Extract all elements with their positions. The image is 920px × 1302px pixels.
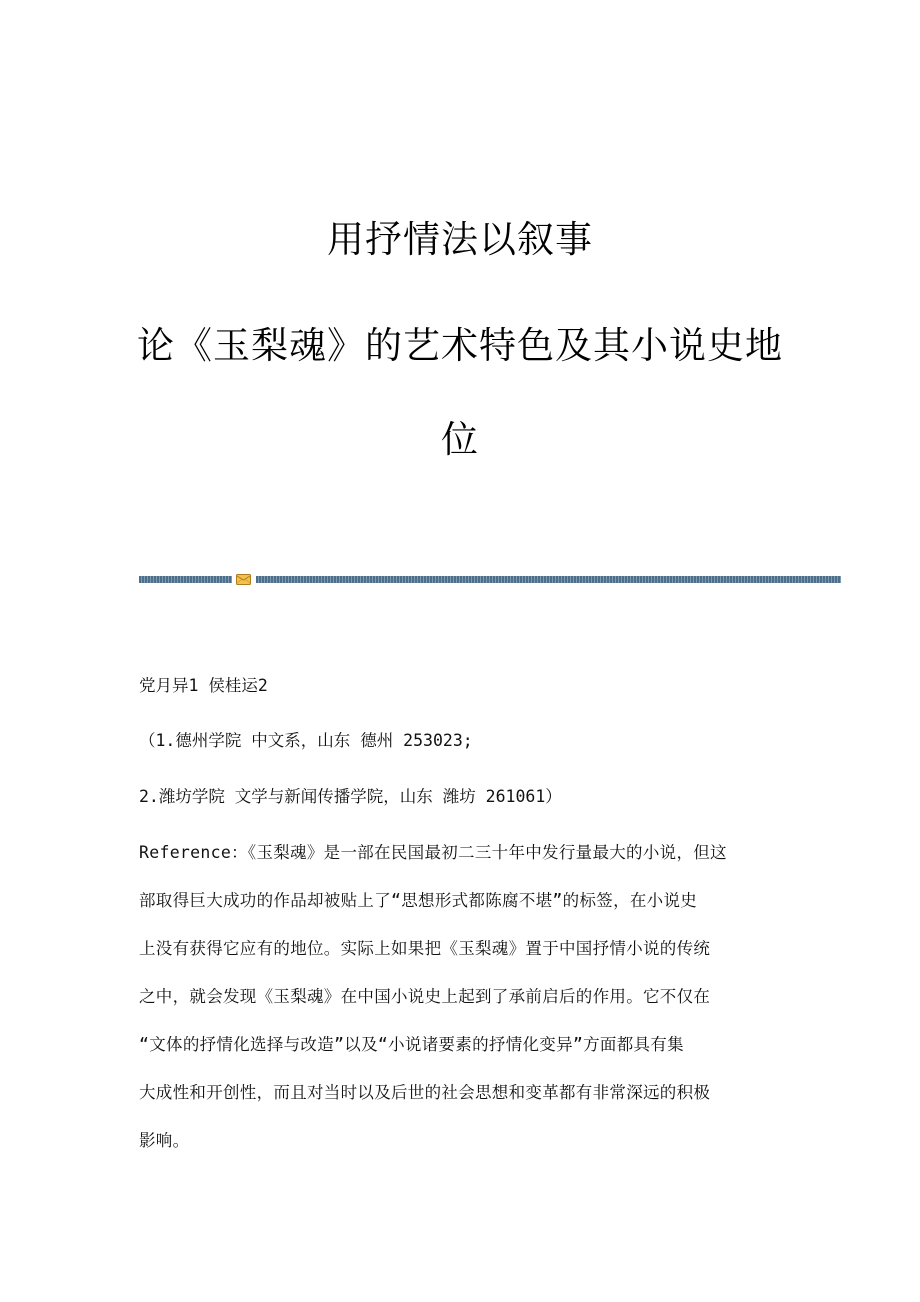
title-line-1: 用抒情法以叙事: [327, 218, 593, 261]
divider-bar-left: [139, 576, 232, 583]
abstract: [139, 843, 779, 1179]
abstract-line: 大成性和开创性，而且对当时以及后世的社会思想和变革都有非常深远的积极: [139, 1083, 711, 1102]
abstract-line: 上没有获得它应有的地位。实际上如果把《玉梨魂》置于中国抒情小说的传统: [139, 939, 711, 958]
title-line-3: 位: [441, 418, 479, 461]
decorative-divider: [139, 574, 841, 584]
abstract-line: “文体的抒情化选择与改造”以及“小说诸要素的抒情化变异”方面都具有集: [139, 1035, 684, 1054]
abstract-line: 部取得巨大成功的作品却被贴上了“思想形式都陈腐不堪”的标签，在小说史: [139, 891, 698, 910]
divider-bar-right: [256, 576, 841, 583]
affiliation-2: 2.潍坊学院 文学与新闻传播学院，山东 潍坊 261061）: [139, 787, 562, 806]
affiliation-1: （1.德州学院 中文系，山东 德州 253023;: [139, 731, 473, 750]
abstract-line: Reference：《玉梨魂》是一部在民国最初二三十年中发行量最大的小说，但这: [139, 843, 727, 862]
abstract-line: 之中，就会发现《玉梨魂》在中国小说史上起到了承前启后的作用。它不仅在: [139, 987, 711, 1006]
abstract-line: 影响。: [139, 1131, 190, 1150]
envelope-icon: [236, 574, 251, 585]
title-line-2: 论《玉梨魂》的艺术特色及其小说史地: [137, 324, 783, 367]
authors: 党月异1 侯桂运2: [139, 676, 268, 695]
